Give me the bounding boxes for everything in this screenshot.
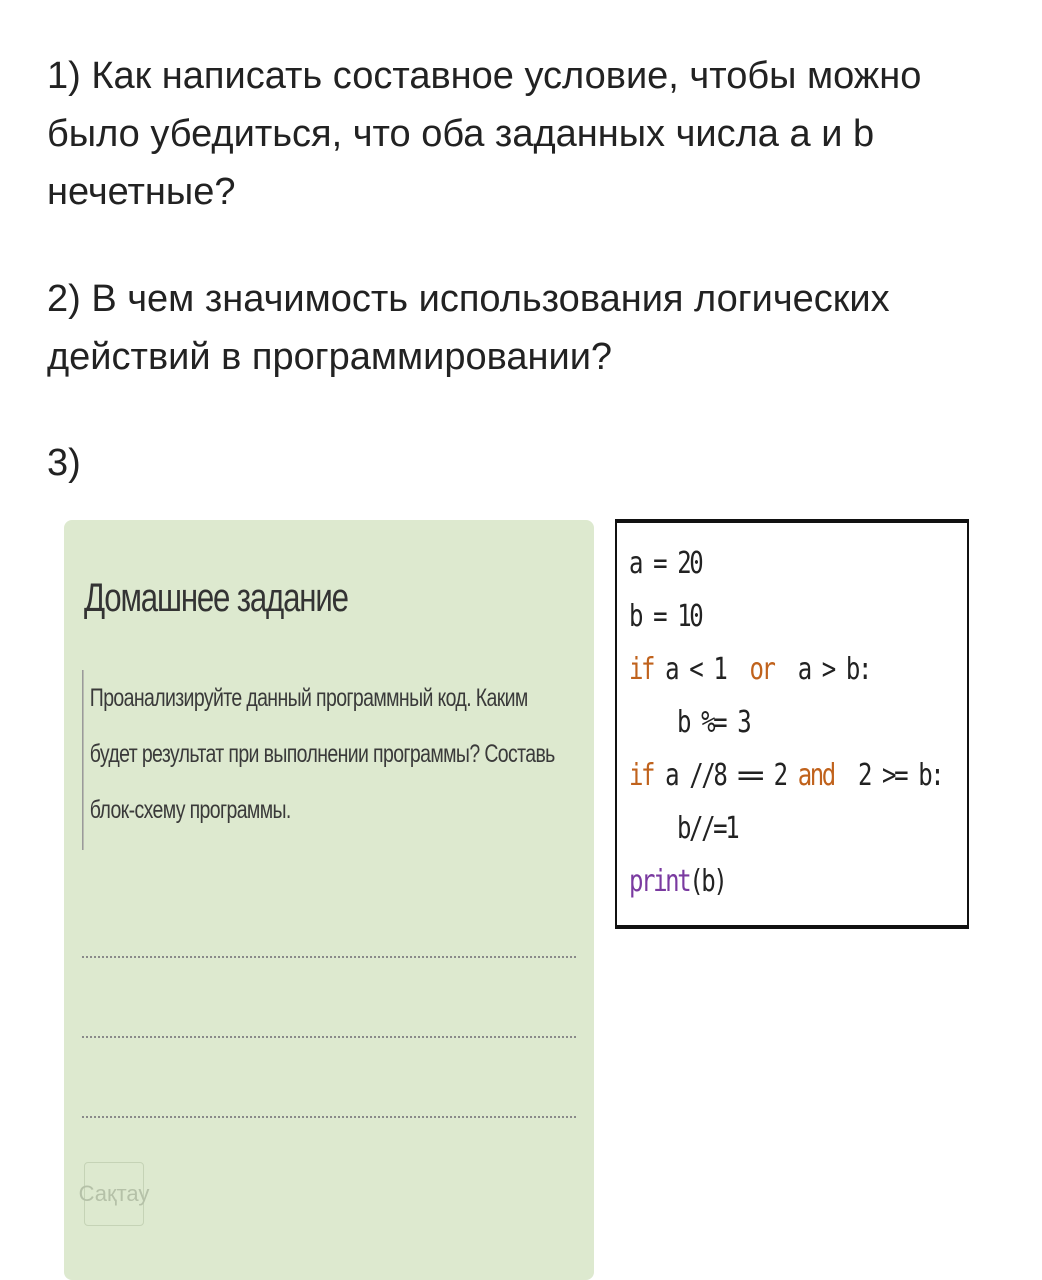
answer-line-2[interactable]: [82, 1036, 576, 1038]
question-1: 1) Как написать составное условие, чтобы можно было убедиться, что оба заданных числа a и b нечетные?: [47, 55, 922, 213]
code-line-7: [629, 855, 942, 908]
code-line-4: b %= 3: [677, 705, 750, 740]
code-line-2: b = 10: [629, 599, 702, 634]
builtin-print: print: [629, 864, 690, 899]
keyword-if: if: [629, 652, 654, 687]
code-text: a > b:: [773, 652, 870, 687]
answer-line-3[interactable]: [82, 1116, 576, 1118]
code-block: [615, 519, 969, 929]
homework-card: [64, 520, 594, 1280]
code-line-6: b//=1: [677, 811, 738, 846]
code-line-5: [629, 749, 942, 802]
code-line-3: [629, 643, 942, 696]
question-2: 2) В чем значимость использования логических действий в программировании?: [47, 278, 890, 378]
code-text: a < 1: [653, 652, 750, 687]
code-line-1: a = 20: [629, 546, 702, 581]
code-text: a //8 == 2: [653, 758, 798, 793]
homework-task-text: Проанализируйте данный программный код. Каким будет результат при выполнении программы? Составь блок-схему программы.: [82, 670, 566, 850]
code-text: (b): [689, 864, 726, 899]
keyword-and: and: [797, 758, 834, 793]
code-text: 2 >= b:: [833, 758, 943, 793]
homework-title: Домашнее задание: [84, 576, 348, 620]
save-button[interactable]: Сақтау: [84, 1162, 144, 1226]
keyword-or: or: [749, 652, 774, 687]
question-3: 3): [47, 442, 81, 484]
answer-line-1[interactable]: [82, 956, 576, 958]
keyword-if: if: [629, 758, 654, 793]
